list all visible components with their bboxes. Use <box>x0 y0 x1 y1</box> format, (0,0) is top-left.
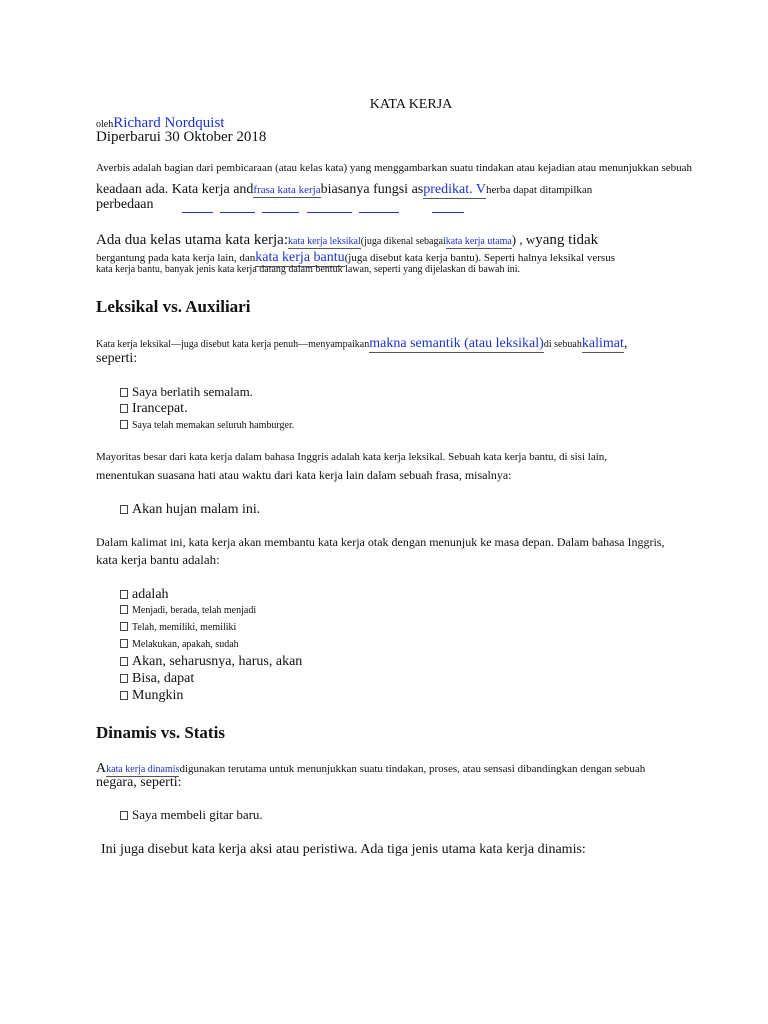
list-item <box>120 385 253 398</box>
classes-text: ) , w <box>511 232 536 247</box>
checkbox-icon <box>120 420 128 429</box>
intro-text: biasanya fungsi as <box>320 182 424 197</box>
checkbox-icon <box>120 811 128 820</box>
section2-para1-line1 <box>96 760 645 776</box>
link-kata-kerja-utama[interactable]: kata kerja utama <box>445 236 512 247</box>
aux-item-text: Melakukan, apakah, sudah <box>132 639 239 650</box>
classes-line-1 <box>96 232 598 248</box>
section1-para1-line1 <box>96 335 627 351</box>
list-item-text: Saya telah memakan seluruh hamburger. <box>132 420 295 431</box>
blank-link-2[interactable] <box>220 212 255 213</box>
heading-dinamis-statis: Dinamis vs. Statis <box>96 723 225 742</box>
checkbox-icon <box>120 657 128 666</box>
aux-item <box>120 588 169 602</box>
link-kalimat[interactable]: kalimat <box>581 336 624 351</box>
blank-link-5[interactable] <box>359 212 399 213</box>
blank-link-3[interactable] <box>262 212 299 213</box>
checkbox-icon <box>120 691 128 700</box>
section1-para2-line2: menentukan suasana hati atau waktu dari kata kerja lain dalam sebuah frasa, misalnya: <box>96 468 512 482</box>
checkbox-icon <box>120 404 128 413</box>
aux-item-text: Telah, memiliki, memiliki <box>132 622 237 633</box>
document-title: KATA KERJA <box>369 97 453 112</box>
checkbox-icon <box>120 388 128 397</box>
link-makna-semantik[interactable]: makna semantik (atau leksikal) <box>369 336 544 351</box>
section1-para3-line1: Dalam kalimat ini, kata kerja akan membantu kata kerja otak dengan menunjuk ke masa depan. Dalam bahasa Inggris, <box>96 535 665 549</box>
section2-text: A <box>96 761 107 776</box>
section2-para2: Ini juga disebut kata kerja aksi atau peristiwa. Ada tiga jenis utama kata kerja dinamis: <box>101 842 586 857</box>
checkbox-icon <box>120 505 128 514</box>
example-text: Akan hujan malam ini. <box>132 502 261 517</box>
checkbox-icon <box>120 674 128 683</box>
classes-text: yang tidak <box>535 232 599 248</box>
intro-line-1: Averbis adalah bagian dari pembicaraan (atau kelas kata) yang menggambarkan suatu tindakan atau kejadian atau menunjukkan sebuah <box>96 162 692 174</box>
section1-text: , <box>623 336 628 351</box>
heading-leksikal-auxiliari: Leksikal vs. Auxiliari <box>96 297 251 316</box>
blank-link-6[interactable] <box>432 212 464 213</box>
aux-item <box>120 622 236 633</box>
checkbox-icon <box>120 590 128 599</box>
aux-item-text: Mungkin <box>132 688 184 703</box>
section2-para1-line2: negara, seperti: <box>96 775 182 790</box>
classes-text: Ada dua kelas utama kata kerja: <box>96 232 288 248</box>
section1-para1-line2: seperti: <box>96 351 138 366</box>
classes-text: (juga disebut kata kerja bantu). Seperti halnya leksikal versus <box>344 252 615 264</box>
aux-item <box>120 689 183 703</box>
blank-link-1[interactable] <box>182 212 213 213</box>
aux-item <box>120 605 256 616</box>
aux-item <box>120 655 302 669</box>
intro-line-2 <box>96 181 592 197</box>
byline-prefix: oleh <box>96 119 114 130</box>
aux-item <box>120 639 239 650</box>
link-frasa-kata-kerja[interactable]: frasa kata kerja <box>253 184 321 196</box>
section1-text: di sebuah <box>543 339 582 350</box>
example-item <box>120 503 260 517</box>
classes-text: bergantung pada kata kerja lain, dan <box>96 252 256 264</box>
checkbox-icon <box>120 605 128 614</box>
link-kata-kerja-bantu[interactable]: kata kerja bantu <box>255 250 345 265</box>
blank-link-4[interactable] <box>307 212 352 213</box>
updated-date: Diperbarui 30 Oktober 2018 <box>96 129 267 145</box>
section1-para3-line2: kata kerja bantu adalah: <box>96 552 220 567</box>
link-kata-kerja-dinamis[interactable]: kata kerja dinamis <box>106 764 180 775</box>
classes-line-2 <box>96 249 615 265</box>
aux-item <box>120 672 194 686</box>
list-item-text: Irancepat. <box>132 401 188 416</box>
checkbox-icon <box>120 622 128 631</box>
intro-text: keadaan ada. Kata kerja and <box>96 182 254 197</box>
section1-para2-line1: Mayoritas besar dari kata kerja dalam bahasa Inggris adalah kata kerja leksikal. Sebuah kata kerja bantu, di sisi lain, <box>96 451 608 463</box>
classes-line-3: kata kerja bantu, banyak jenis kata kerja datang dalam bentuk lawan, seperti yang dijelaskan di bawah ini. <box>96 264 521 275</box>
example-text: Saya membeli gitar baru. <box>132 807 263 822</box>
aux-item-text: Menjadi, berada, telah menjadi <box>132 605 257 616</box>
author-link[interactable]: Richard Nordquist <box>113 115 225 131</box>
aux-item-text: Akan, seharusnya, harus, akan <box>132 654 303 669</box>
aux-item-text: adalah <box>132 587 169 602</box>
link-predikat[interactable]: predikat. V <box>423 182 486 197</box>
checkbox-icon <box>120 639 128 648</box>
link-kata-kerja-leksikal[interactable]: kata kerja leksikal <box>288 236 361 247</box>
aux-item-text: Bisa, dapat <box>132 671 195 686</box>
intro-text: herba dapat ditampilkan <box>485 184 593 196</box>
section1-text: Kata kerja leksikal—juga disebut kata kerja penuh—menyampaikan <box>96 339 370 350</box>
intro-line-3: perbedaan <box>96 197 154 212</box>
example-item <box>120 808 263 821</box>
list-item-text: Saya berlatih semalam. <box>132 384 253 399</box>
section2-text: digunakan terutama untuk menunjukkan suatu tindakan, proses, atau sensasi dibandingkan dengan sebuah <box>179 763 646 775</box>
list-item <box>120 420 294 431</box>
list-item <box>120 402 188 416</box>
classes-text: (juga dikenal sebagai <box>360 236 446 247</box>
